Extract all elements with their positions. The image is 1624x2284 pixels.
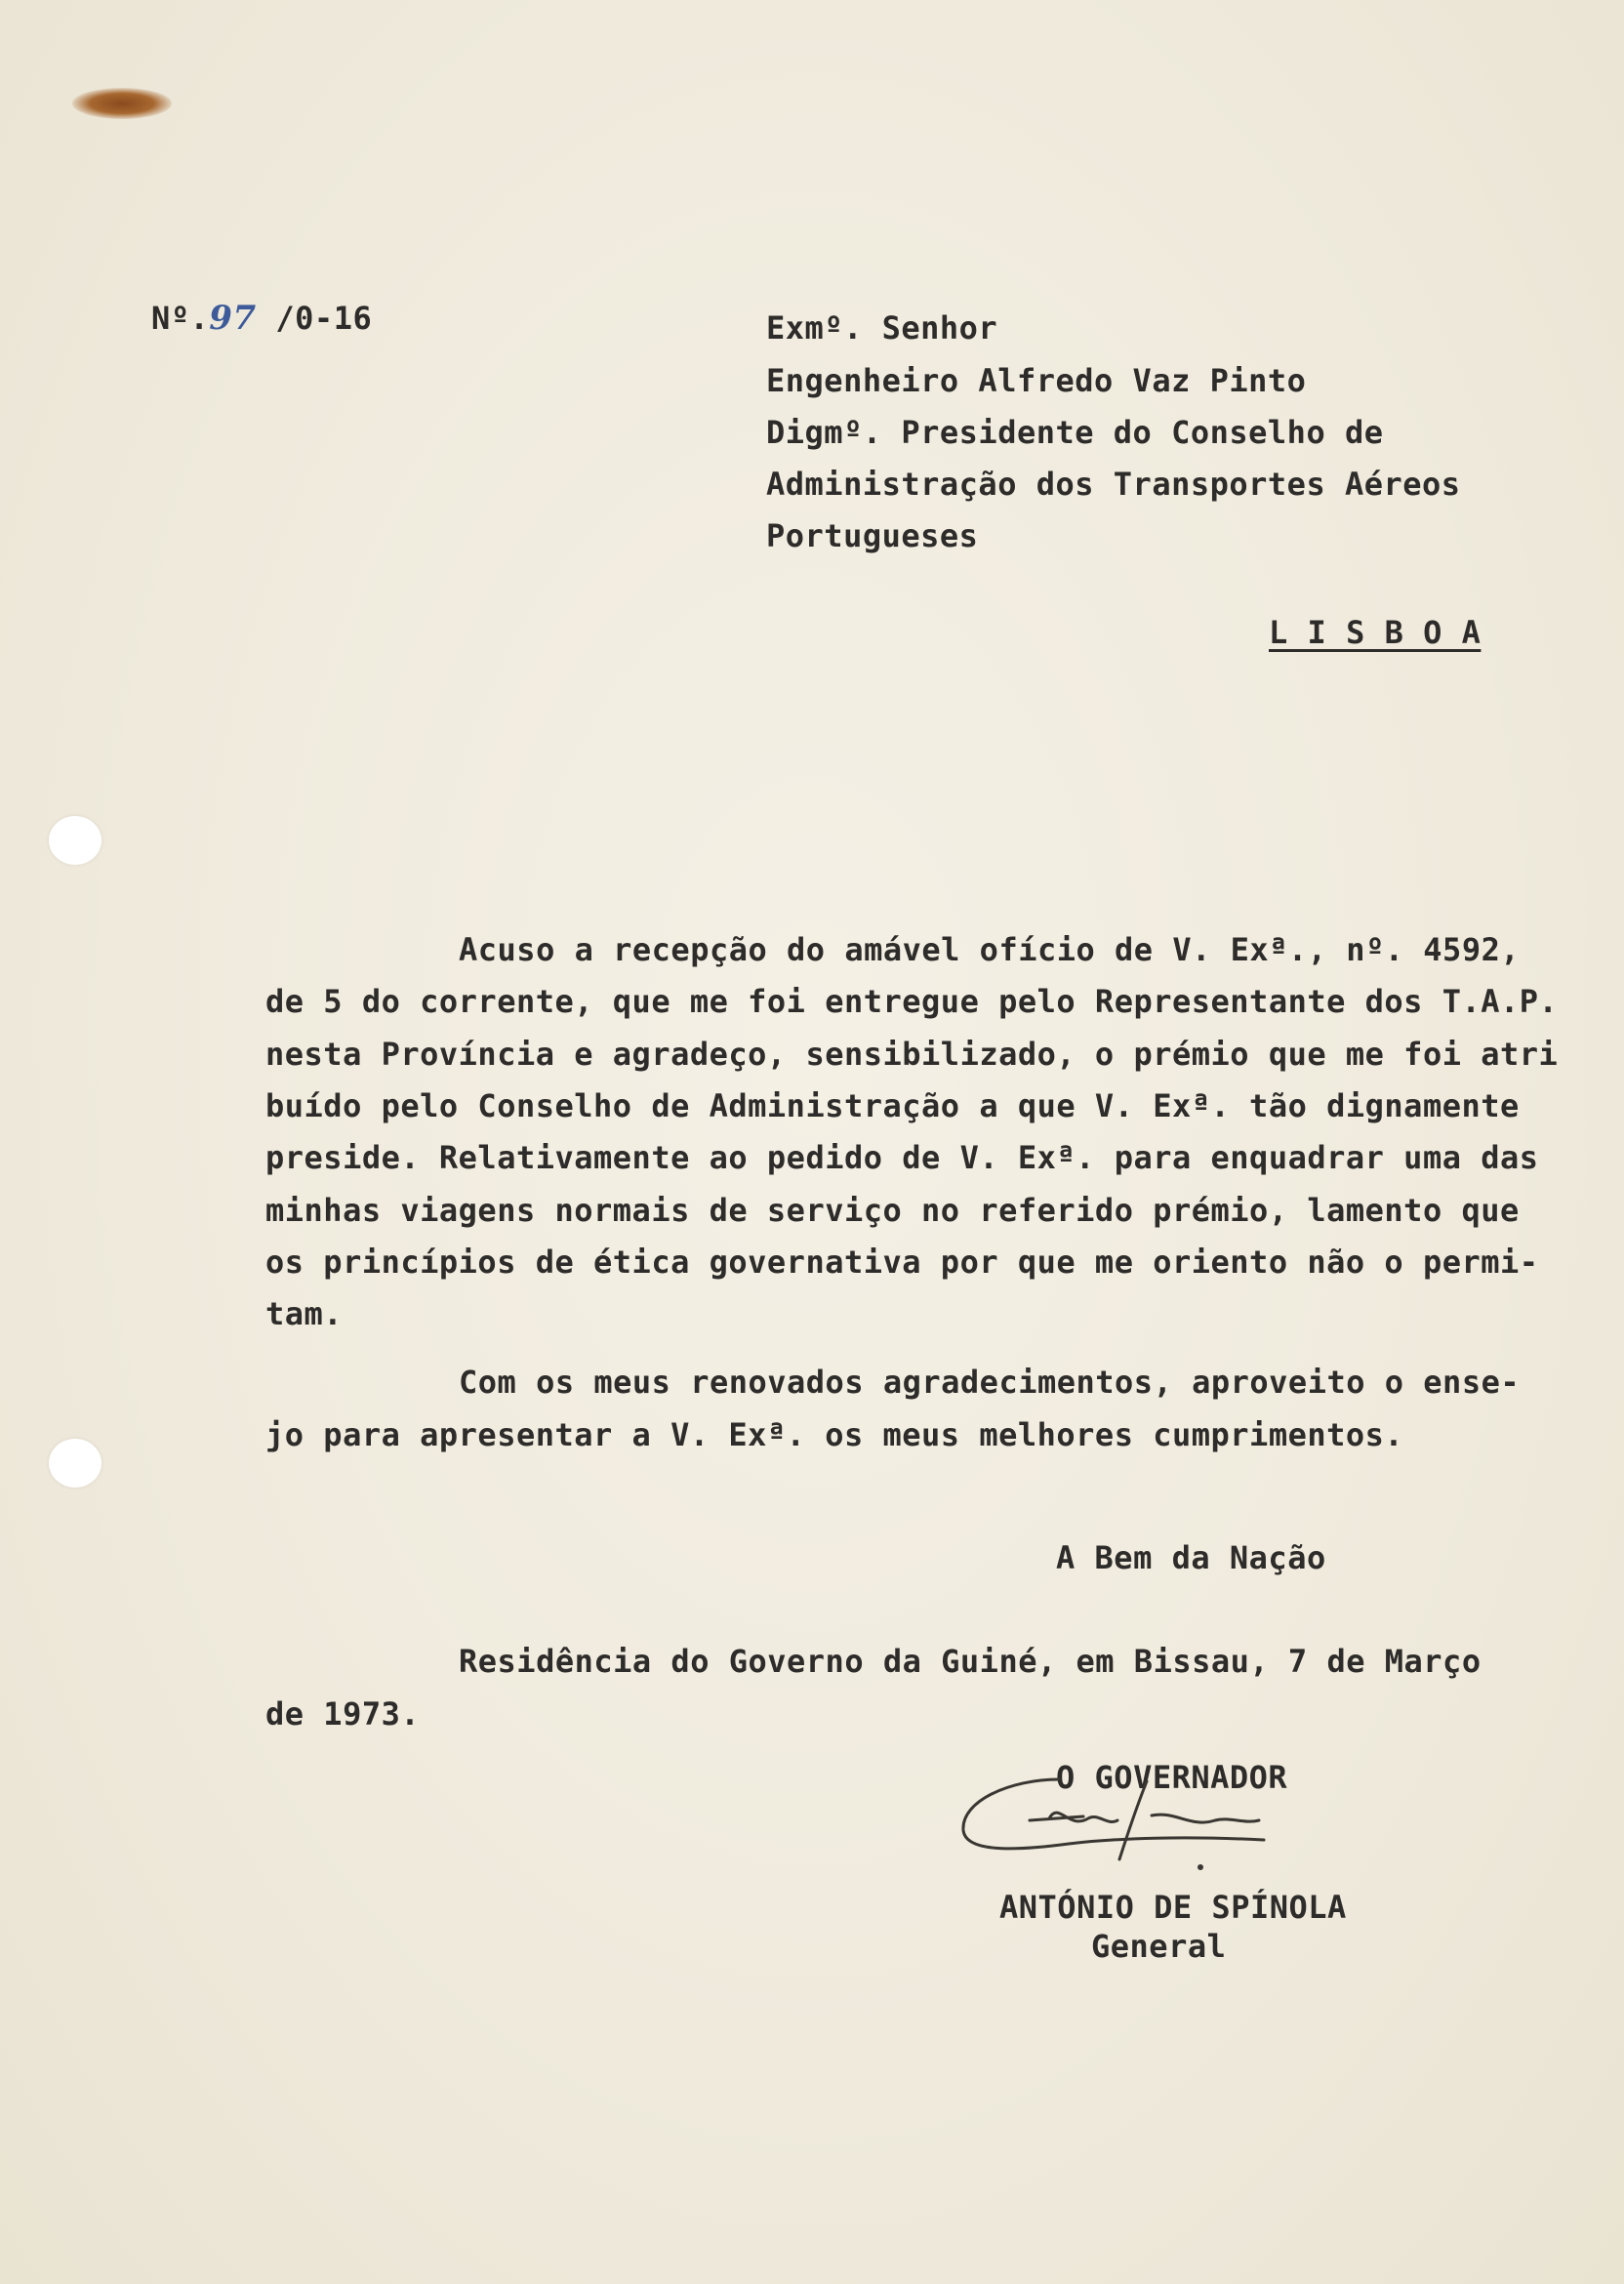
body-line: tam. (265, 1295, 344, 1332)
addressee-salutation: Exmº. Senhor (766, 309, 998, 347)
body-line: os princípios de ética governativa por que me oriento não o permi- (265, 1244, 1539, 1281)
reference-number: Nº.97 /0-16 (151, 299, 373, 338)
addressee-title: Digmº. Presidente do Conselho de (766, 414, 1384, 451)
addressee-org: Administração dos Transportes Aéreos (766, 466, 1461, 503)
handwritten-number: 97 (209, 299, 257, 338)
addressee-org-cont: Portugueses (766, 517, 979, 554)
punch-hole-top (49, 816, 102, 865)
body-line: jo para apresentar a V. Exª. os meus melhores cumprimentos. (265, 1416, 1404, 1453)
handwritten-signature (952, 1759, 1322, 1879)
punch-hole-bottom (49, 1439, 102, 1488)
signatory-name: ANTÓNIO DE SPÍNOLA (999, 1889, 1347, 1926)
place-date: Residência do Governo da Guiné, em Bissau, 7 de Março (459, 1643, 1482, 1680)
body-line: Acuso a recepção do amável ofício de V. Exª., nº. 4592, (459, 931, 1521, 968)
signatory-rank: General (1091, 1928, 1227, 1965)
body-line: preside. Relativamente ao pedido de V. Exª. para enquadrar uma das (265, 1139, 1539, 1176)
addressee-name: Engenheiro Alfredo Vaz Pinto (766, 362, 1307, 399)
rust-stain (72, 88, 172, 119)
body-line: buído pelo Conselho de Administração a que V. Exª. tão dignamente (265, 1087, 1520, 1124)
body-line: de 5 do corrente, que me foi entregue pelo Representante dos T.A.P. (265, 983, 1559, 1020)
body-line: nesta Província e agradeço, sensibilizado, o prémio que me foi atri (265, 1036, 1559, 1073)
signature-title: O GOVERNADOR (1056, 1759, 1288, 1796)
closing-motto: A Bem da Nação (1056, 1539, 1326, 1576)
body-line: minhas viagens normais de serviço no referido prémio, lamento que (265, 1192, 1520, 1229)
body-line: Com os meus renovados agradecimentos, aproveito o ense- (459, 1364, 1521, 1401)
addressee-city: L I S B O A (1269, 614, 1482, 651)
place-date-year: de 1973. (265, 1695, 421, 1733)
